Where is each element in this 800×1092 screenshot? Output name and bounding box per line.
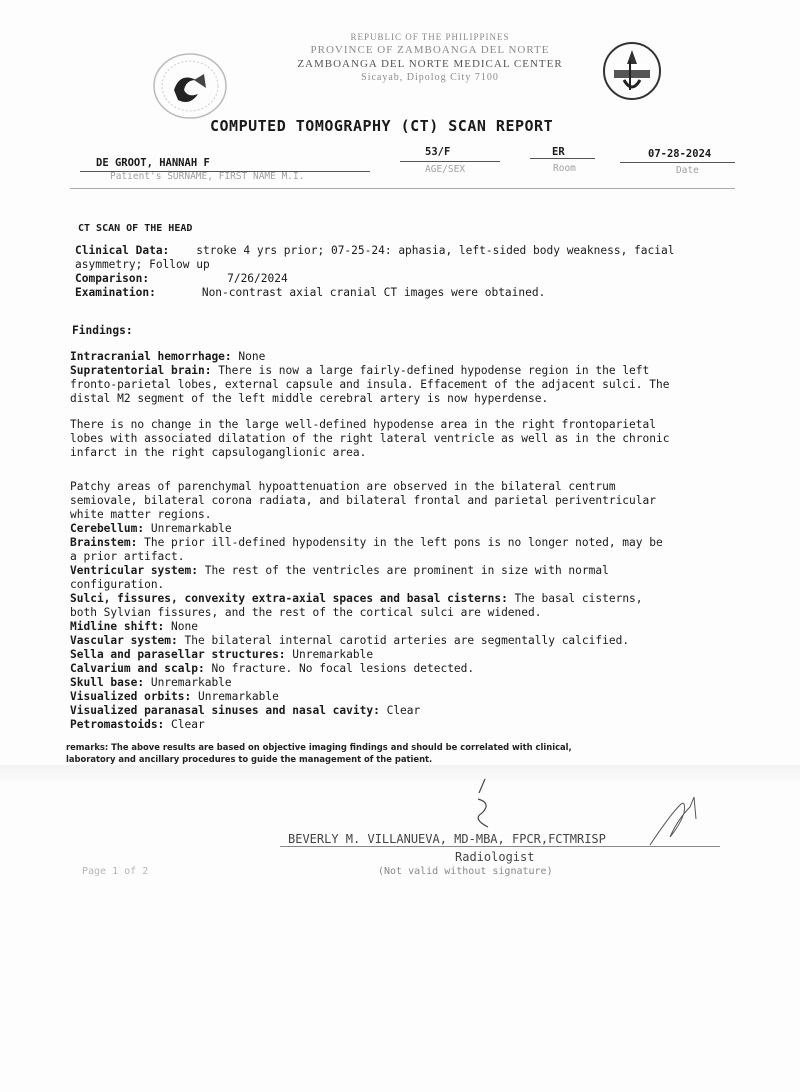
brainstem-text: The prior ill-defined hypodensity in the left pons is no longer noted, may be (137, 536, 663, 549)
comparison-text: 7/26/2024 (227, 272, 288, 285)
paragraph-3-line-1: Patchy areas of parenchymal hypoattenuation are observed in the bilateral centrum (70, 480, 616, 493)
orbits-label: Visualized orbits: (70, 690, 192, 703)
petromastoids-label: Petromastoids: (70, 718, 165, 731)
radiologist-name: BEVERLY M. VILLANUEVA, MD-MBA, FPCR,FCTMRISP (288, 832, 606, 846)
comparison-label: Comparison: (75, 272, 150, 285)
ventricular-text-2: configuration. (70, 578, 165, 591)
orbits-text: Unremarkable (191, 690, 279, 703)
calvarium-text: No fracture. No focal lesions detected. (204, 662, 475, 675)
sulci-text-2: both Sylvian fissures, and the rest of the cortical sulci are widened. (70, 606, 542, 619)
ventricular-label: Ventricular system: (70, 564, 198, 577)
hemorrhage-label: Intracranial hemorrhage: (70, 350, 232, 363)
ventricular-text: The rest of the ventricles are prominent in size with normal (197, 564, 609, 577)
medical-center-logo-icon (600, 40, 664, 102)
hemorrhage-text: None (231, 350, 266, 363)
paragraph-2-line-2: lobes with associated dilatation of the right lateral ventricle as well as in the chronic (70, 432, 670, 445)
sella-label: Sella and parasellar structures: (70, 648, 286, 661)
supratentorial-text-2: fronto-parietal lobes, external capsule and insula. Effacement of the adjacent sulci. The (70, 378, 670, 391)
radiologist-role: Radiologist (455, 850, 535, 864)
cerebellum-text: Unremarkable (144, 522, 232, 535)
clinical-data-text-cont: asymmetry; Follow up (75, 258, 210, 271)
supratentorial-text-3: distal M2 segment of the left middle cerebral artery is now hyperdense. (70, 392, 549, 405)
petromastoids-text: Clear (164, 718, 205, 731)
findings-label: Findings: (72, 324, 133, 337)
header-line-province: PROVINCE OF ZAMBOANGA DEL NORTE (310, 44, 550, 56)
paragraph-2-line-3: infarct in the right capsuloganglionic area. (70, 446, 367, 459)
date-label: Date (676, 165, 699, 176)
remarks-line-1: remarks: The above results are based on objective imaging findings and should be correlated with clinical, (66, 742, 572, 752)
examination-label: Examination: (75, 286, 156, 299)
supratentorial-label: Supratentorial brain: (70, 364, 212, 377)
midline-text: None (164, 620, 198, 633)
paragraph-3-line-2: semiovale, bilateral corona radiata, and bilateral frontal and parietal periventricular (70, 494, 656, 507)
sinuses-label: Visualized paranasal sinuses and nasal cavity: (70, 704, 380, 717)
patient-name: DE GROOT, HANNAH F (96, 157, 210, 169)
paragraph-2-line-1: There is no change in the large well-defined hypodense area in the right frontoparietal (70, 418, 656, 431)
age-sex-label: AGE/SEX (425, 164, 466, 175)
cerebellum-label: Cerebellum: (70, 522, 145, 535)
vascular-text: The bilateral internal carotid arteries are segmentally calcified. (177, 634, 630, 647)
header-line-republic: REPUBLIC OF THE PHILIPPINES (350, 32, 510, 42)
sulci-label: Sulci, fissures, convexity extra-axial spaces and basal cisterns: (70, 592, 508, 605)
findings-block-3 (70, 480, 760, 732)
clinical-data-text: stroke 4 yrs prior; 07-25-24: aphasia, left-sided body weakness, facial (196, 244, 675, 257)
patient-name-label: Patient's SURNAME, FIRST NAME M.I. (110, 171, 305, 182)
report-date: 07-28-2024 (648, 148, 712, 160)
sulci-text: The basal cisterns, (507, 592, 643, 605)
vascular-label: Vascular system: (70, 634, 178, 647)
sella-text: Unremarkable (285, 648, 374, 661)
header-line-address: Sicayab, Dipolog City 7100 (361, 72, 499, 83)
brainstem-text-2: a prior artifact. (70, 550, 185, 563)
findings-block-1 (70, 350, 750, 406)
skull-base-label: Skull base: (70, 676, 145, 689)
room-label: Room (553, 163, 576, 174)
examination-text: Non-contrast axial cranial CT images were obtained. (201, 286, 546, 299)
patient-room: ER (552, 146, 565, 158)
signature-note: (Not valid without signature) (378, 866, 553, 877)
skull-base-text: Unremarkable (144, 676, 232, 689)
header-line-center: ZAMBOANGA DEL NORTE MEDICAL CENTER (297, 58, 563, 70)
calvarium-label: Calvarium and scalp: (70, 662, 205, 675)
sinuses-text: Clear (379, 704, 421, 717)
findings-paragraph-2 (70, 418, 750, 460)
patient-age-sex: 53/F (425, 146, 451, 158)
midline-label: Midline shift: (70, 620, 165, 633)
clinical-data-block (75, 244, 755, 300)
report-title: COMPUTED TOMOGRAPHY (CT) SCAN REPORT (210, 117, 554, 135)
remarks-block (66, 741, 766, 765)
paragraph-3-line-3: white matter regions. (70, 508, 212, 521)
page-indicator: Page 1 of 2 (82, 866, 149, 877)
exam-title: CT SCAN OF THE HEAD (78, 223, 193, 234)
clinical-data-label: Clinical Data: (75, 244, 170, 257)
remarks-line-2: laboratory and ancillary procedures to guide the management of the patient. (66, 754, 433, 764)
supratentorial-text: There is now a large fairly-defined hypodense region in the left (211, 364, 650, 377)
brainstem-label: Brainstem: (70, 536, 138, 549)
province-seal-icon (150, 50, 230, 122)
